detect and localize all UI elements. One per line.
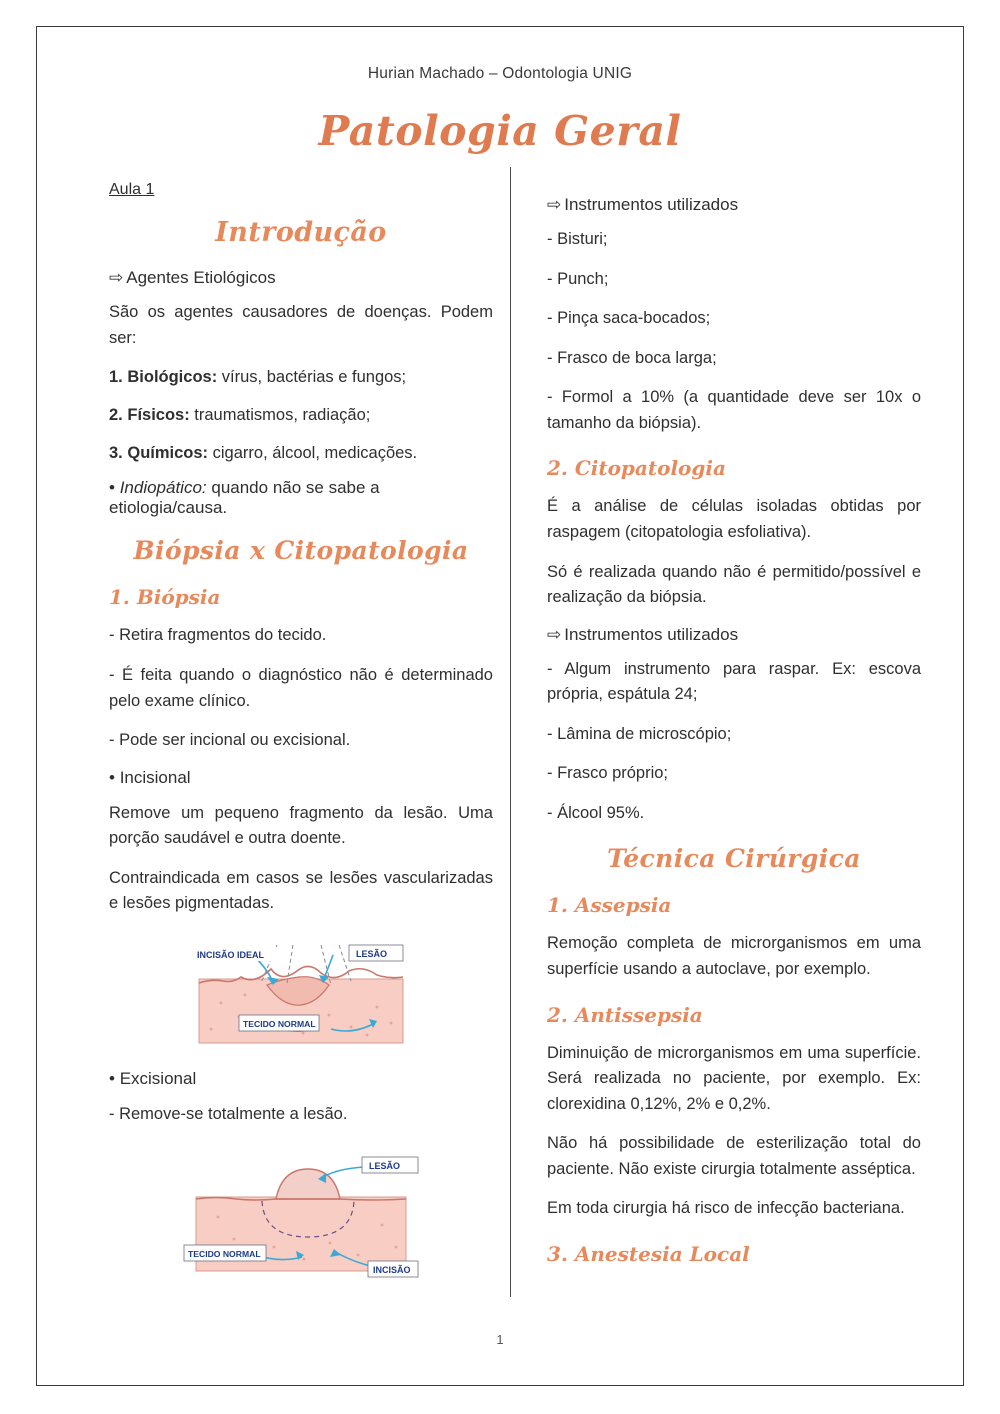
figure2-label-tecido-normal: TECIDO NORMAL [187, 1249, 261, 1260]
heading-label: Agentes Etiológicos [126, 268, 276, 287]
figure2-label-lesao: LESÃO [368, 1161, 400, 1172]
antissepsia-paragraph-2: Não há possibilidade de esterilização total do paciente. Não existe cirurgia totalmente asséptica. [546, 1134, 921, 1178]
agent-label: Físicos: [127, 405, 190, 424]
instrument-item: - Frasco de boca larga; [546, 348, 717, 367]
figure2-label-incisao: INCISÃO [372, 1265, 411, 1276]
cito-paragraph-1: É a análise de células isoladas obtidas por raspagem (citopatologia esfoliativa). [546, 497, 921, 541]
idiopatico-label: Indiopático: [119, 478, 207, 498]
heading-agentes-etiologicos [109, 268, 493, 288]
instrument-item: - Bisturi; [546, 230, 608, 248]
instrument-item: - Frasco próprio; [546, 764, 669, 783]
agents-intro: São os agentes causadores de doenças. Podem ser: [109, 303, 493, 347]
arrow-right-icon: ⇨ [546, 624, 562, 644]
page-number: 1 [496, 1332, 504, 1347]
biopsy-point: - Retira fragmentos do tecido. [109, 626, 327, 645]
list-item [109, 365, 493, 390]
agent-text: traumatismos, radiação; [189, 405, 371, 424]
antissepsia-paragraph-3: Em toda cirurgia há risco de infecção bacteriana. [546, 1199, 905, 1218]
agent-label: Biológicos: [127, 368, 218, 387]
arrow-right-icon: ⇨ [109, 268, 124, 287]
biopsy-point: - É feita quando o diagnóstico não é determinado pelo exame clínico. [109, 665, 493, 710]
subheading-anestesia-local: 3. Anestesia Local [546, 1241, 750, 1266]
section-title-biopsia-citopatologia: Biópsia x Citopatologia [133, 536, 469, 566]
list-item [109, 403, 493, 428]
excisional-paragraph-1: - Remove-se totalmente a lesão. [109, 1104, 348, 1123]
figure1-label-tecido-normal: TECIDO NORMAL [242, 1018, 316, 1029]
heading-instrumentos-utilizados-1 [547, 195, 921, 215]
lesson-label: Aula 1 [109, 181, 155, 198]
heading-label: Instrumentos utilizados [564, 195, 739, 214]
heading-label: Instrumentos utilizados [564, 624, 739, 644]
two-column-body [55, 181, 945, 1301]
subheading-biopsia: 1. Biópsia [109, 585, 221, 610]
list-item [109, 441, 493, 466]
bullet-icon: • [109, 767, 115, 787]
figure1-label-incisao-ideal: INCISÃO IDEAL [196, 949, 264, 960]
figure-excisional-diagram [178, 1143, 424, 1283]
agent-text: vírus, bactérias e fungos; [217, 368, 407, 387]
assepsia-paragraph-1: Remoção completa de microrganismos em uma superfície usando a autoclave, por exemplo. [546, 934, 921, 978]
list-item-idiopatico [109, 478, 493, 518]
incisional-paragraph-1: Remove um pequeno fragmento da lesão. Uma porção saudável e outra doente. [109, 803, 493, 848]
instrument-item: - Algum instrumento para raspar. Ex: escova própria, espátula 24; [546, 659, 921, 704]
instrument-item: - Formol a 10% (a quantidade deve ser 10x o tamanho da biópsia). [546, 388, 921, 432]
subheading-assepsia: 1. Assepsia [546, 893, 672, 918]
excisional-label: Excisional [119, 1068, 197, 1088]
column-divider [510, 167, 511, 1297]
bullet-icon: • [109, 478, 115, 498]
bullet-icon: • [109, 1068, 115, 1088]
subheading-excisional [109, 1069, 493, 1089]
idiopatico-text: quando não se sabe a etiologia/causa. [109, 478, 380, 518]
section-title-tecnica-cirurgica: Técnica Cirúrgica [607, 844, 861, 874]
figure-incisional-diagram [181, 933, 421, 1051]
instrument-item: - Lâmina de microscópio; [546, 724, 732, 743]
document-author: Hurian Machado – Odontologia UNIG [367, 65, 633, 82]
instrument-item: - Punch; [546, 269, 609, 288]
agent-label: Químicos: [127, 443, 209, 462]
agent-number: 3. [109, 443, 123, 462]
instrument-item: - Álcool 95%. [546, 803, 645, 822]
agent-number: 1. [109, 368, 123, 387]
subheading-antissepsia: 2. Antissepsia [546, 1002, 703, 1027]
heading-instrumentos-utilizados-2 [547, 625, 921, 645]
figure1-label-lesao: LESÃO [355, 948, 387, 959]
arrow-right-icon: ⇨ [546, 195, 562, 214]
document-page [36, 26, 964, 1386]
biopsy-point: - Pode ser incional ou excisional. [109, 731, 351, 750]
subheading-incisional [109, 768, 493, 788]
antissepsia-paragraph-1: Diminuição de microrganismos em uma superfície. Será realizada no paciente, por exemplo. Ex: clorexidina 0,12%, 2% e 0,2%. [546, 1043, 921, 1113]
document-title: Patologia Geral [318, 107, 682, 155]
section-title-introducao: Introdução [215, 217, 387, 248]
right-column [509, 181, 945, 1301]
incisional-paragraph-2: Contraindicada em casos se lesões vascularizadas e lesões pigmentadas. [109, 868, 493, 913]
left-column [55, 181, 509, 1301]
agent-number: 2. [109, 405, 123, 424]
agent-text: cigarro, álcool, medicações. [208, 443, 418, 462]
incisional-label: Incisional [119, 767, 191, 787]
page-content [55, 43, 945, 1369]
subheading-citopatologia: 2. Citopatologia [546, 456, 726, 481]
instrument-item: - Pinça saca-bocados; [546, 309, 711, 328]
cito-paragraph-2: Só é realizada quando não é permitido/possível e realização da biópsia. [546, 562, 921, 607]
